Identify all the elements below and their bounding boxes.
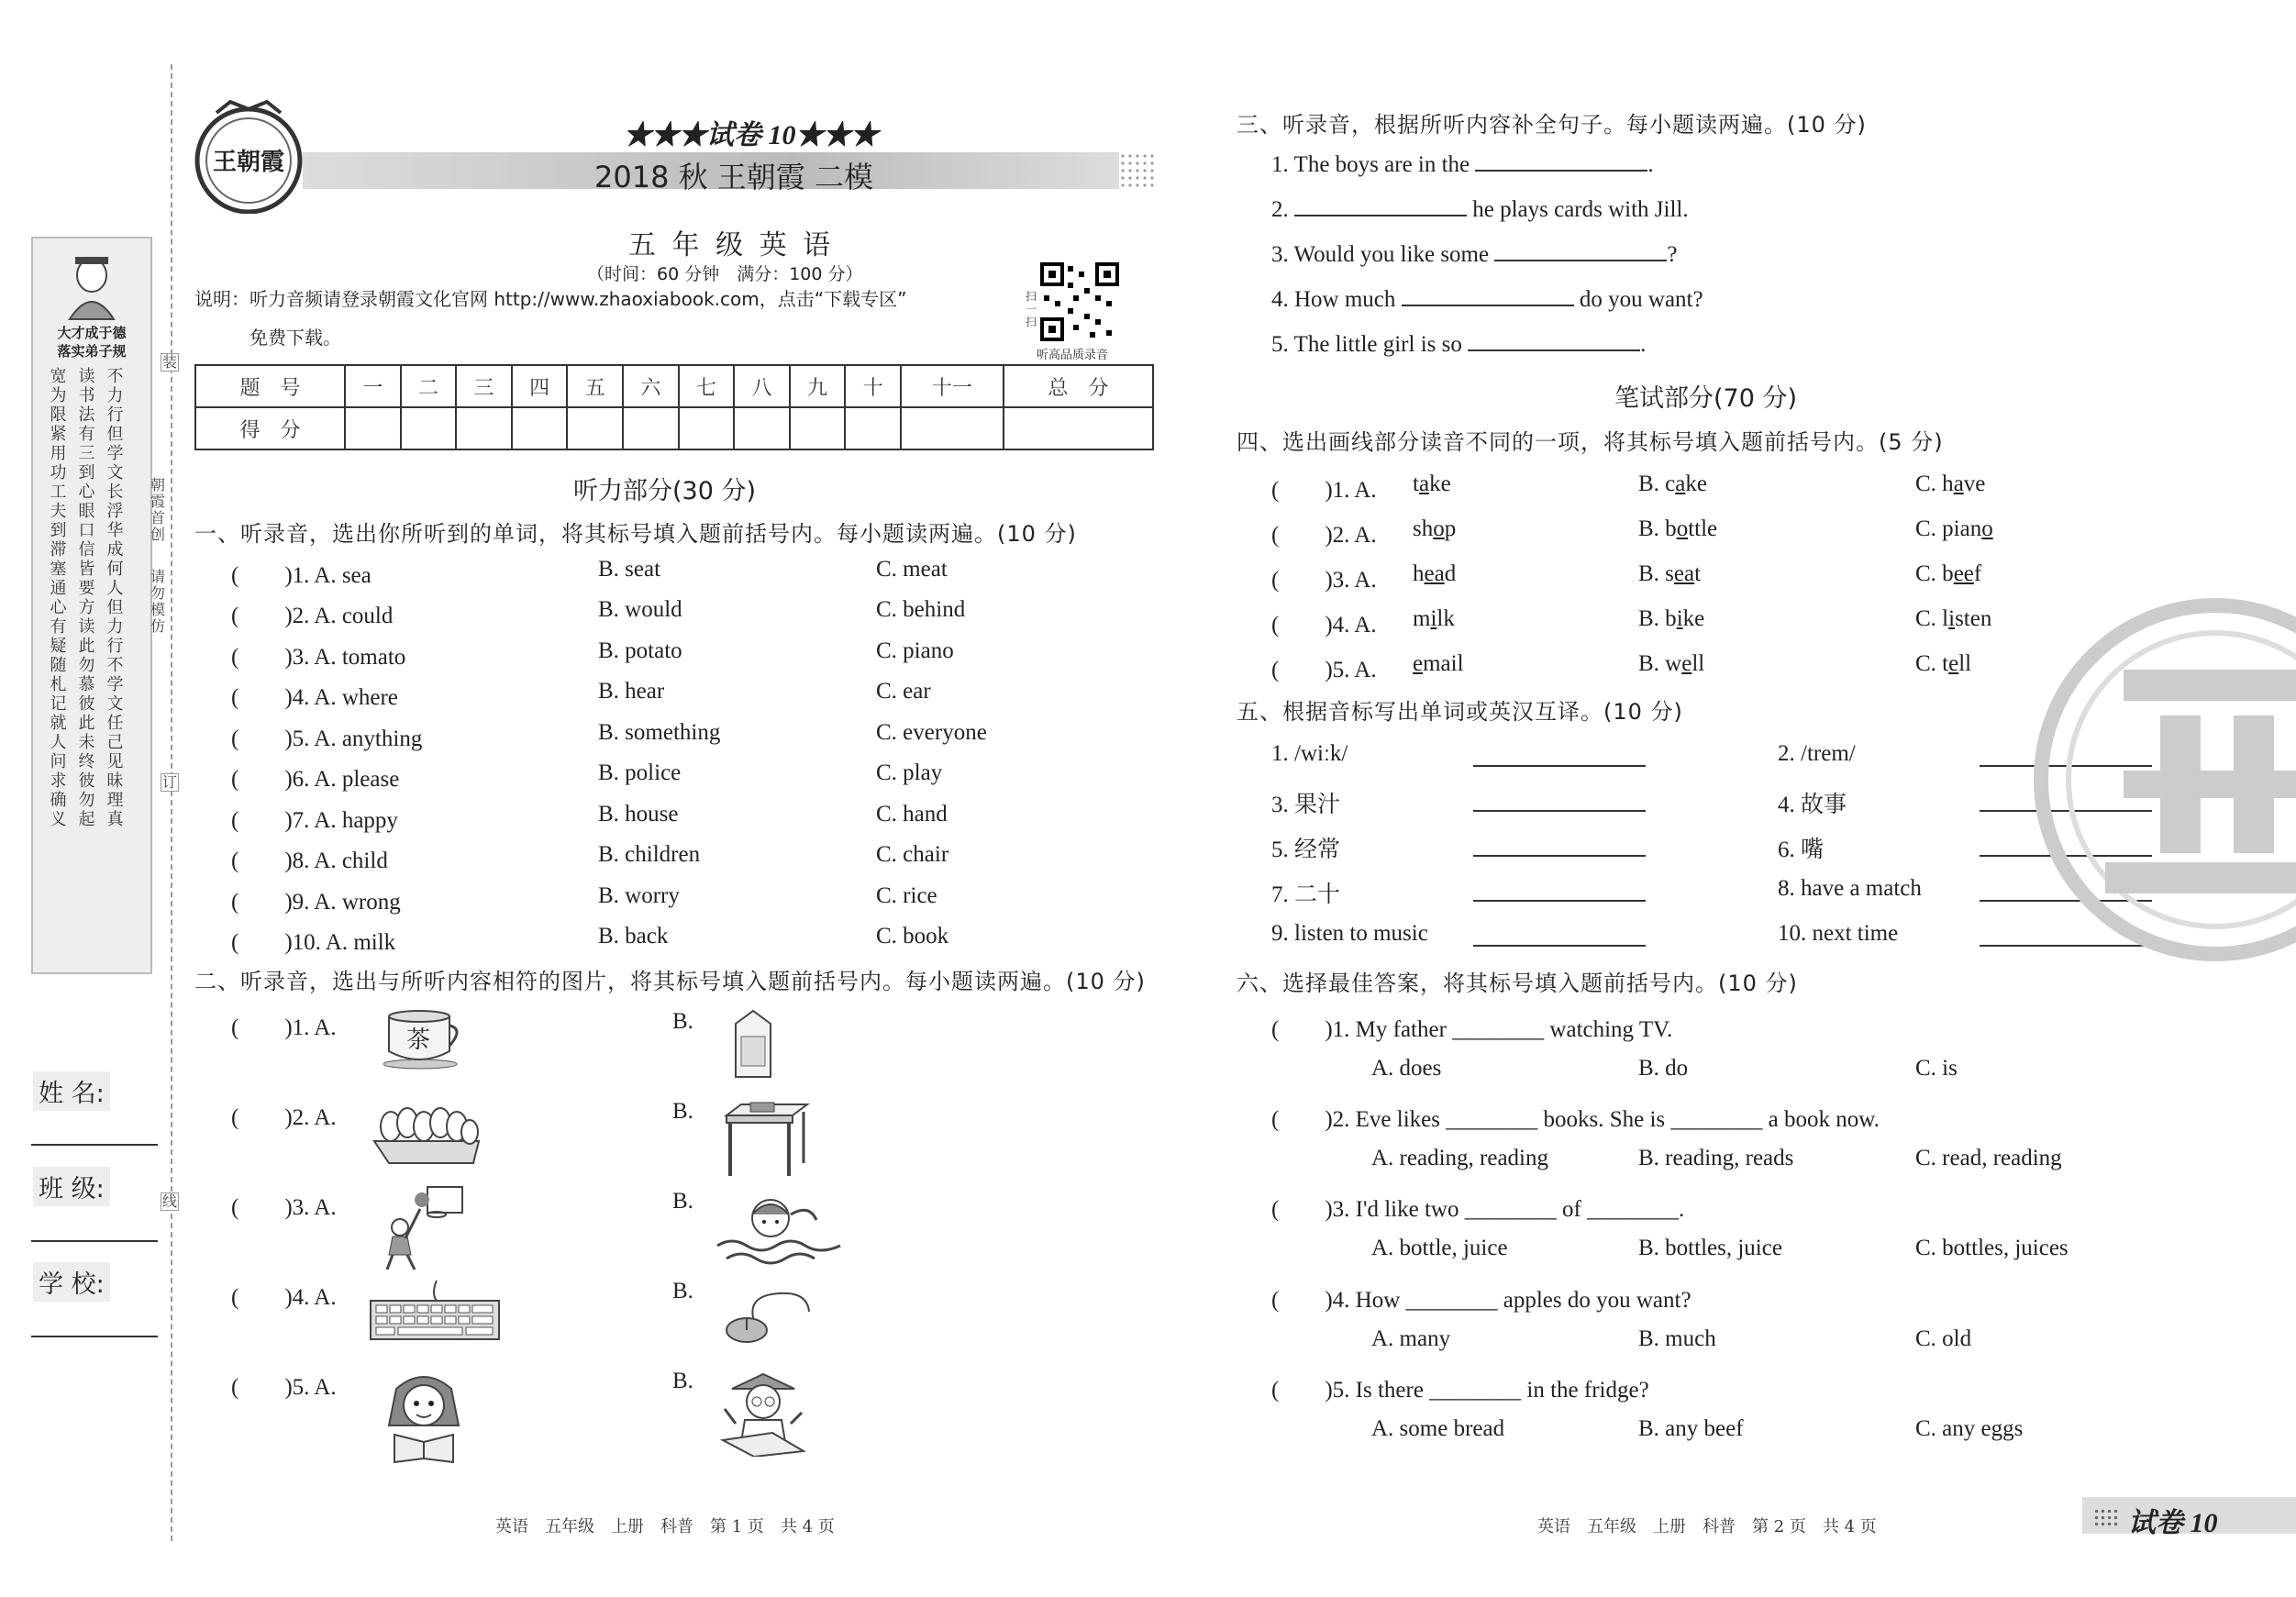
page-footer: 英语 五年级 上册 科普 第 2 页 共 4 页 — [1537, 1517, 1877, 1536]
score-cell[interactable] — [1004, 407, 1153, 449]
option-c: C. ear — [876, 679, 931, 704]
score-table-header: 一 — [345, 365, 401, 407]
option-a: email — [1413, 651, 1464, 676]
cup-text: 茶 — [405, 1026, 431, 1054]
option-b: B. any beef — [1638, 1416, 1744, 1441]
option-b: B. bike — [1638, 606, 1705, 631]
option-b-label: B. — [672, 1009, 693, 1034]
score-table-header: 七 — [679, 365, 735, 407]
option-b: B. back — [598, 924, 669, 948]
question-number[interactable]: ( )5. A. — [231, 1375, 337, 1400]
score-table-header: 八 — [734, 365, 790, 407]
option-b: B. something — [598, 720, 721, 745]
section-2-title: 二、听录音，选出与所听内容相符的图片，将其标号填入题前括号内。每小题读两遍。(10 分) — [194, 969, 1146, 994]
option-a: take — [1413, 471, 1451, 496]
series-label: ★★★试卷 10★★★ — [624, 120, 879, 150]
option-c: C. meat — [876, 557, 948, 582]
underlined-letters: a — [1675, 471, 1686, 496]
question-number[interactable]: ( )6. A. please — [231, 767, 400, 792]
question-text[interactable]: ( )5. Is there ________ in the fridge? — [1271, 1378, 1649, 1403]
basketball-icon — [380, 1183, 468, 1271]
eggs-carton-icon — [371, 1095, 482, 1169]
vocab-prompt: 6. 嘴 — [1778, 837, 1825, 862]
option-b: B. police — [598, 760, 682, 785]
option-c: C. rice — [876, 883, 937, 908]
score-table-header: 六 — [623, 365, 679, 407]
vertical-note: 请勿模仿 — [150, 568, 165, 635]
section-1-title: 一、听录音，选出你所听到的单词，将其标号填入题前括号内。每小题读两遍。(10 分) — [194, 521, 1077, 547]
vocab-prompt: 9. listen to music — [1271, 921, 1428, 946]
option-c: C. listen — [1915, 606, 1992, 631]
girl-reading-icon — [378, 1370, 470, 1464]
score-cell[interactable] — [456, 407, 512, 449]
question-number[interactable]: ( )4. A. where — [231, 685, 398, 710]
exam-title: 2018 秋 王朝霞 二模 — [594, 160, 873, 194]
option-b: B. would — [598, 597, 682, 622]
score-cell[interactable] — [345, 407, 401, 449]
option-c: C. chair — [876, 842, 949, 867]
question-number[interactable]: ( )3. A. tomato — [231, 645, 406, 670]
option-b: B. seat — [1638, 561, 1702, 586]
motto-title-1: 大才成于德 — [57, 325, 127, 341]
option-b: B. seat — [598, 557, 661, 582]
answer-blank[interactable] — [1473, 876, 1646, 902]
question-text[interactable]: ( )4. How ________ apples do you want? — [1271, 1288, 1691, 1313]
qr-side-label: 扫一扫 — [1025, 290, 1037, 328]
option-c: C. have — [1915, 471, 1986, 496]
vocab-prompt: 4. 故事 — [1778, 793, 1847, 817]
score-table-header: 三 — [456, 365, 512, 407]
question-number[interactable]: ( )2. A. — [231, 1105, 337, 1130]
option-c: C. hand — [876, 802, 948, 826]
svg-text:王朝霞: 王朝霞 — [212, 149, 285, 176]
score-table-header: 五 — [567, 365, 623, 407]
vocab-prompt: 5. 经常 — [1271, 837, 1341, 862]
question-number[interactable]: ( )7. A. happy — [231, 808, 398, 833]
boy-drawing-icon — [717, 1369, 809, 1457]
option-c: C. piano — [876, 638, 954, 663]
option-a: A. bottle, juice — [1371, 1236, 1508, 1260]
written-title: 笔试部分(70 分) — [1614, 384, 1798, 413]
title-band-dots — [1119, 152, 1156, 189]
option-c: C. is — [1915, 1056, 1958, 1081]
underlined-letters: i — [1676, 606, 1683, 631]
question-number[interactable]: ( )9. A. wrong — [231, 890, 401, 915]
question-number[interactable]: ( )5. A. — [1271, 658, 1377, 682]
option-c: C. read, reading — [1915, 1146, 2062, 1170]
option-c: C. any eggs — [1915, 1416, 2024, 1441]
option-b: B. reading, reads — [1638, 1146, 1794, 1170]
page-footer: 英语 五年级 上册 科普 第 1 页 共 4 页 — [495, 1517, 835, 1536]
question-number[interactable]: ( )1. A. — [231, 1015, 337, 1040]
underlined-letters: i — [1430, 606, 1437, 631]
option-c: C. book — [876, 924, 949, 948]
option-a: A. some bread — [1371, 1416, 1505, 1441]
option-b: B. bottles, juice — [1638, 1236, 1782, 1260]
question-number[interactable]: ( )4. A. — [1271, 613, 1377, 638]
score-cell[interactable] — [845, 407, 901, 449]
fill-sentence: 5. The little girl is so . — [1271, 332, 1647, 357]
score-table-header: 九 — [790, 365, 846, 407]
option-c: C. beef — [1915, 561, 1982, 586]
underlined-letters: e — [1948, 651, 1959, 676]
score-cell[interactable] — [679, 407, 735, 449]
corner-label: 试卷 10 — [2128, 1508, 2218, 1538]
vocab-prompt: 3. 果汁 — [1271, 793, 1341, 817]
option-c: C. behind — [876, 597, 966, 622]
name-label: 姓 名: — [33, 1071, 110, 1111]
question-number[interactable]: ( )3. A. — [231, 1195, 337, 1220]
underlined-letters: ea — [1673, 561, 1695, 586]
question-number[interactable]: ( )2. A. — [1271, 523, 1377, 548]
motto-panel — [31, 237, 152, 974]
publisher-logo-icon — [180, 96, 317, 214]
vocab-prompt: 2. /trem/ — [1778, 741, 1856, 766]
time-info: （时间：60 分钟 满分：100 分） — [587, 264, 863, 284]
answer-blank[interactable] — [1473, 921, 1646, 947]
name-field[interactable] — [31, 1144, 158, 1146]
section-5-title: 五、根据音标写出单词或英汉互译。(10 分) — [1237, 699, 1683, 725]
corner-dots — [2093, 1508, 2121, 1526]
option-c: C. bottles, juices — [1915, 1236, 2069, 1260]
question-number[interactable]: ( )2. A. could — [231, 604, 394, 628]
fill-sentence: 4. How much do you want? — [1271, 287, 1703, 312]
answer-blank[interactable] — [1494, 260, 1667, 261]
score-table-row-label: 得 分 — [195, 407, 345, 449]
answer-blank[interactable] — [1473, 831, 1646, 857]
underlined-letters: a — [1418, 471, 1430, 496]
option-c: C. everyone — [876, 720, 987, 745]
class-label: 班 级: — [33, 1167, 110, 1206]
fill-sentence: 1. The boys are in the . — [1271, 152, 1654, 177]
question-number[interactable]: ( )1. A. — [1271, 478, 1377, 503]
answer-blank[interactable] — [1473, 786, 1646, 812]
score-table — [194, 364, 1154, 450]
vocab-prompt: 10. next time — [1778, 921, 1899, 946]
fill-sentence: 3. Would you like some ? — [1271, 242, 1678, 267]
option-a: milk — [1413, 606, 1455, 631]
question-text[interactable]: ( )1. My father ________ watching TV. — [1271, 1017, 1673, 1042]
score-cell[interactable] — [401, 407, 457, 449]
underlined-letters: ee — [1953, 561, 1974, 586]
option-b: B. worry — [598, 883, 680, 908]
underlined-letters: ea — [1424, 561, 1445, 586]
score-cell[interactable] — [567, 407, 623, 449]
motto-title-2: 落实弟子规 — [57, 343, 127, 360]
option-a: A. does — [1371, 1056, 1442, 1081]
qr-code-icon[interactable] — [1040, 262, 1119, 341]
vertical-note: 朝霞首创 — [150, 476, 165, 543]
option-c: C. tell — [1915, 651, 1972, 676]
option-c: C. old — [1915, 1326, 1972, 1351]
answer-blank[interactable] — [1475, 170, 1647, 172]
option-b: B. hear — [598, 679, 665, 704]
secret-stamp-icon — [2023, 596, 2296, 963]
answer-blank[interactable] — [1294, 215, 1467, 216]
option-b: B. well — [1638, 651, 1705, 676]
motto-column: 读书法有三到心眼口信皆要方读此勿慕彼此未终彼勿起 — [78, 367, 95, 829]
option-a: head — [1413, 561, 1457, 586]
score-cell[interactable] — [790, 407, 846, 449]
question-text[interactable]: ( )3. I'd like two ________ of ________. — [1271, 1197, 1685, 1222]
score-cell[interactable] — [623, 407, 679, 449]
section-4-title: 四、选出画线部分读音不同的一项，将其标号填入题前括号内。(5 分) — [1237, 429, 1944, 455]
score-table-header: 总 分 — [1004, 365, 1153, 407]
score-cell[interactable] — [512, 407, 568, 449]
option-a: shop — [1413, 516, 1457, 541]
motto-column: 不力行但学文长浮华成何人但力行不学文任己见昧理真 — [106, 367, 124, 829]
note-line: 免费下载。 — [250, 327, 341, 349]
cut-mark: 订 — [161, 773, 177, 791]
section-3-title: 三、听录音，根据所听内容补全句子。每小题读两遍。(10 分) — [1237, 112, 1867, 138]
underlined-letters: o — [1981, 516, 1993, 541]
score-table-header: 题 号 — [195, 365, 345, 407]
school-label: 学 校: — [33, 1262, 110, 1302]
underlined-letters: o — [1676, 516, 1689, 541]
computer-mouse-icon — [725, 1286, 816, 1345]
option-c: C. play — [876, 760, 943, 785]
option-b: B. much — [1638, 1326, 1716, 1351]
option-c: C. piano — [1915, 516, 1993, 541]
motto-column: 宽为限紧用功工夫到滞塞通心有疑随札记就人问求确义 — [50, 367, 67, 829]
underlined-letters: o — [1433, 516, 1445, 541]
cut-mark: 线 — [161, 1192, 177, 1210]
option-b-label: B. — [672, 1369, 693, 1393]
underlined-letters: e — [1681, 651, 1692, 676]
option-b: B. do — [1638, 1056, 1689, 1081]
option-a: A. reading, reading — [1371, 1146, 1548, 1170]
option-b: B. potato — [598, 638, 682, 663]
subject-title: 五 年 级 英 语 — [628, 229, 835, 261]
keyboard-icon — [367, 1279, 505, 1345]
question-number[interactable]: ( )1. A. sea — [231, 563, 372, 588]
option-b-label: B. — [672, 1279, 693, 1303]
desk-icon — [723, 1099, 811, 1178]
question-text[interactable]: ( )2. Eve likes ________ books. She is ________ a book now. — [1271, 1107, 1880, 1132]
vocab-prompt: 8. have a match — [1778, 876, 1922, 901]
option-b: B. children — [598, 842, 701, 867]
fill-sentence: 2. he plays cards with Jill. — [1271, 197, 1689, 222]
option-b-label: B. — [672, 1099, 693, 1124]
answer-blank[interactable] — [1402, 305, 1574, 306]
option-b: B. bottle — [1638, 516, 1718, 541]
underlined-letters: i — [1948, 606, 1956, 631]
class-field[interactable] — [31, 1240, 158, 1242]
option-b: B. house — [598, 802, 679, 826]
score-cell[interactable] — [901, 407, 1004, 449]
answer-blank[interactable] — [1473, 741, 1646, 767]
question-number[interactable]: ( )8. A. child — [231, 848, 388, 873]
cut-mark: 装 — [161, 353, 177, 371]
question-number[interactable]: ( )10. A. milk — [231, 930, 396, 955]
answer-blank[interactable] — [1468, 349, 1640, 351]
note-line: 说明：听力音频请登录朝霞文化官网 http://www.zhaoxiabook.com，点击“下载专区” — [194, 288, 907, 310]
score-table-header: 十 — [845, 365, 901, 407]
question-number[interactable]: ( )3. A. — [1271, 568, 1377, 593]
tea-cup-icon — [383, 1007, 466, 1070]
option-b: B. cake — [1638, 471, 1707, 496]
score-cell[interactable] — [734, 407, 790, 449]
option-b-label: B. — [672, 1189, 693, 1214]
question-number[interactable]: ( )4. A. — [231, 1285, 337, 1310]
score-table-header: 四 — [512, 365, 568, 407]
score-table-header: 二 — [401, 365, 457, 407]
question-number[interactable]: ( )5. A. anything — [231, 726, 423, 751]
vocab-prompt: 1. /wiːk/ — [1271, 741, 1348, 766]
swimming-icon — [714, 1192, 844, 1266]
section-6-title: 六、选择最佳答案，将其标号填入题前括号内。(10 分) — [1237, 970, 1798, 996]
binding-line — [171, 64, 172, 1541]
juice-carton-icon — [730, 1007, 776, 1081]
option-a: A. many — [1371, 1326, 1451, 1351]
qr-caption: 听高品质录音 — [1037, 349, 1109, 362]
score-table-header: 十一 — [901, 365, 1004, 407]
scholar-figure-icon — [59, 248, 125, 321]
underlined-letters: e — [1413, 651, 1424, 676]
listening-title: 听力部分(30 分) — [573, 477, 757, 505]
underlined-letters: a — [1953, 471, 1964, 496]
school-field[interactable] — [31, 1336, 158, 1337]
vocab-prompt: 7. 二十 — [1271, 882, 1341, 907]
